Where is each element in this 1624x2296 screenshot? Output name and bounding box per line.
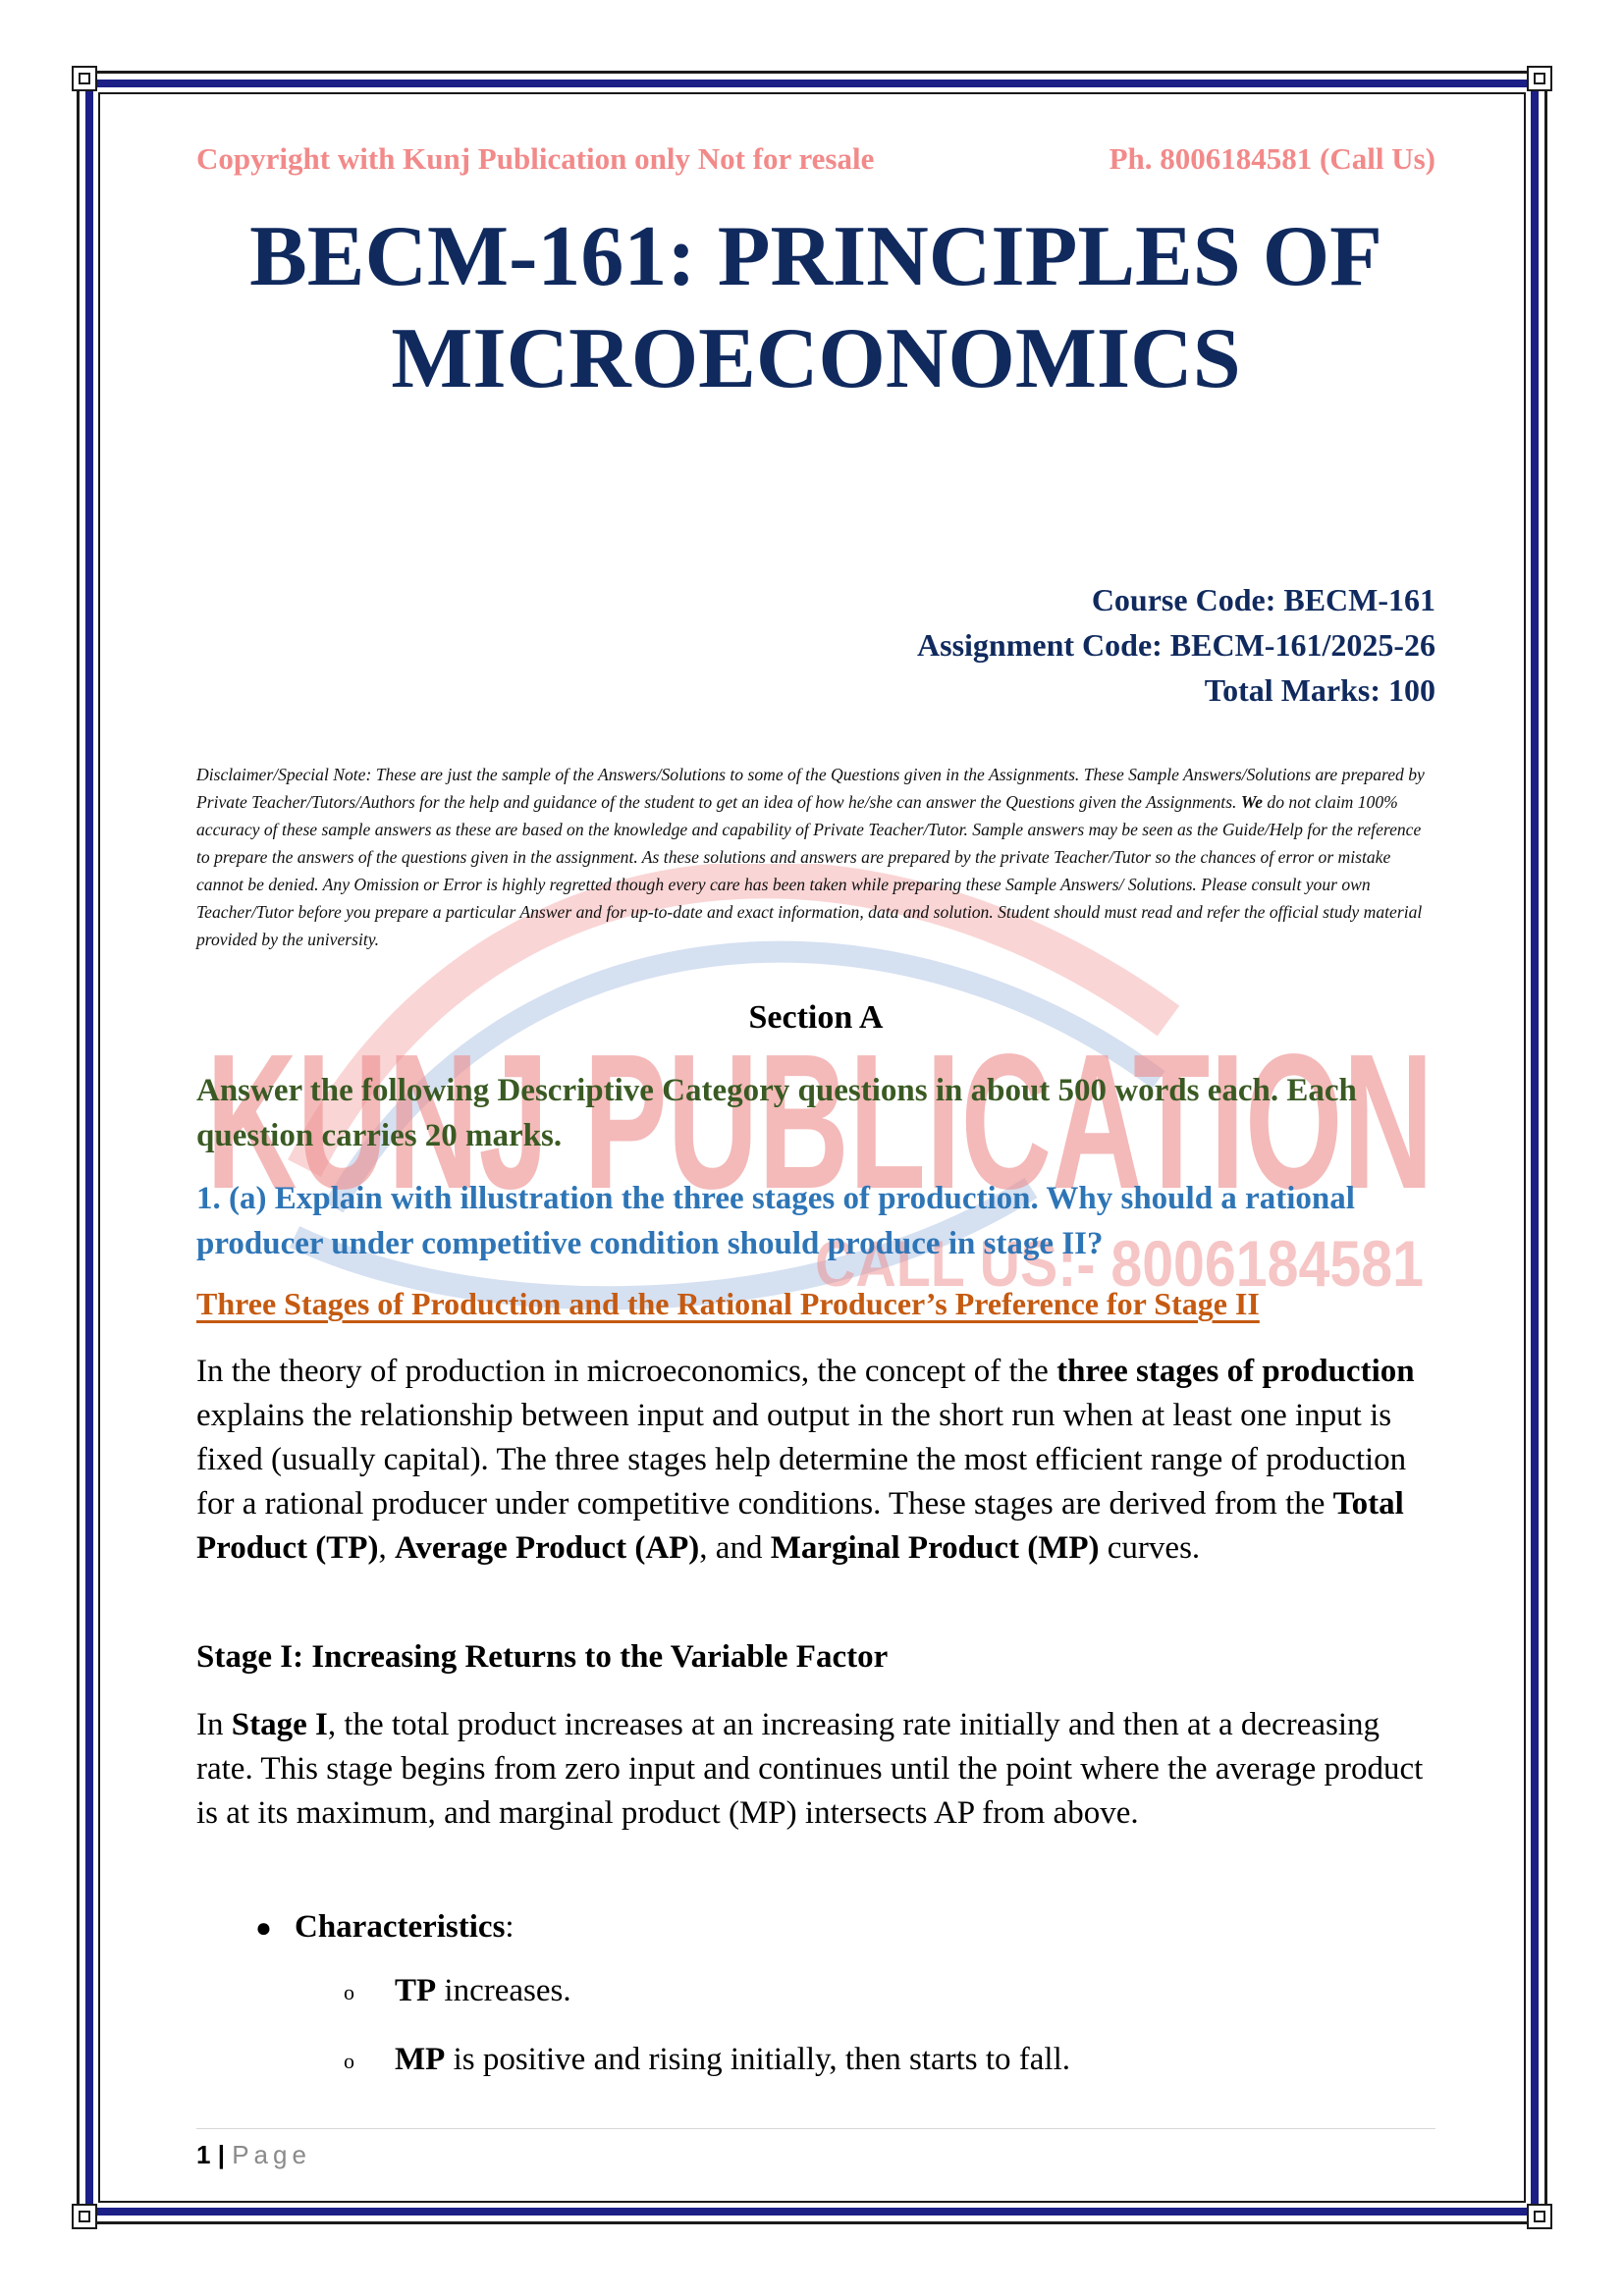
course-meta	[196, 577, 1435, 713]
bullet-icon: ●	[255, 1913, 272, 1944]
footer-divider	[196, 2128, 1435, 2129]
course-code: Course Code: BECM-161	[1091, 582, 1435, 617]
circle-bullet-icon: o	[344, 2049, 354, 2074]
total-marks: Total Marks: 100	[1204, 672, 1435, 708]
page-footer: 1 | Page	[196, 2140, 311, 2169]
list-item: o MP is positive and rising initially, then starts to fall.	[344, 2042, 1071, 2077]
section-heading: Section A	[748, 999, 884, 1036]
circle-bullet-icon: o	[344, 1980, 354, 2005]
page-number: 1	[196, 2140, 211, 2169]
paragraph-stage-1: In Stage I, the total product increases at an increasing rate initially and then at a decreasing rate. This stage begins from zero input and continues until the point where the average product is at its maximum, and marginal product (MP) intersects AP from above.	[196, 1707, 1424, 1831]
instructions: Answer the following Descriptive Category questions in about 500 words each. Each question carries 20 marks.	[196, 1073, 1357, 1153]
disclaimer-text: Disclaimer/Special Note: These are just the sample of the Answers/Solutions to some of the Questions given in the Assignments. These Sample Answers/Solutions are prepared by Private Teacher/Tutors/Authors for the help and guidance of the student to get an idea of how he/she can answer the Questions given the Assignments.	[196, 765, 1425, 812]
stage-1-heading: Stage I: Increasing Returns to the Variable Factor	[196, 1639, 889, 1675]
copyright-notice: Copyright with Kunj Publication only Not for resale	[196, 141, 875, 176]
disclaimer-bold: We	[1240, 792, 1263, 812]
document-title	[196, 206, 1435, 410]
disclaimer-text: do not claim 100% accuracy of these sample answers as these are based on the knowledge and capability of Private Teacher/Tutor. Sample answers may be seen as the Guide/Help for the reference to prepare the answers of the questions given in the assignment. As these solutions and answers are prepared by the private Teacher/Tutor so the chances of error or mistake cannot be denied. Any Omission or Error is highly regretted though every care has been taken while preparing these Sample Answers/ Solutions. Please consult your own Teacher/Tutor before you prepare a particular Answer and for up-to-date and exact information, data and solution. Student should must read and refer the official study material provided by the university.	[196, 792, 1423, 949]
border-corner-ornament	[72, 66, 97, 91]
assignment-code: Assignment Code: BECM-161/2025-26	[917, 627, 1435, 663]
characteristics-bullet: ● Characteristics:	[255, 1909, 514, 1945]
watermark-brand: KUNJ PUBLICATION	[206, 1014, 1434, 1229]
title-line-2: MICROECONOMICS	[391, 311, 1241, 406]
page-label: Page	[232, 2140, 311, 2169]
title-line-1: BECM-161: PRINCIPLES OF	[249, 209, 1382, 304]
disclaimer	[196, 761, 1435, 953]
border-corner-ornament	[72, 2204, 97, 2229]
border-corner-ornament	[1527, 2204, 1552, 2229]
phone-number: Ph. 8006184581 (Call Us)	[1109, 141, 1435, 176]
characteristics-label: Characteristics	[295, 1909, 506, 1945]
watermark-phone: CALL US:- 8006184581	[815, 1227, 1424, 1300]
copyright-line	[196, 141, 1435, 177]
list-item: o TP increases.	[344, 1973, 571, 2008]
question-1a: 1. (a) Explain with illustration the three stages of production. Why should a rational producer under competitive condition should produce in stage II?	[196, 1181, 1355, 1261]
answer-heading: Three Stages of Production and the Rational Producer’s Preference for Stage II	[196, 1286, 1260, 1321]
paragraph-intro: In the theory of production in microeconomics, the concept of the three stages of production explains the relationship between input and output in the short run when at least one input is fixed (usually capital). The three stages help determine the most efficient range of production for a rational producer under competitive conditions. These stages are derived from the Total Product (TP), Average Product (AP), and Marginal Product (MP) curves.	[196, 1354, 1415, 1566]
border-corner-ornament	[1527, 66, 1552, 91]
